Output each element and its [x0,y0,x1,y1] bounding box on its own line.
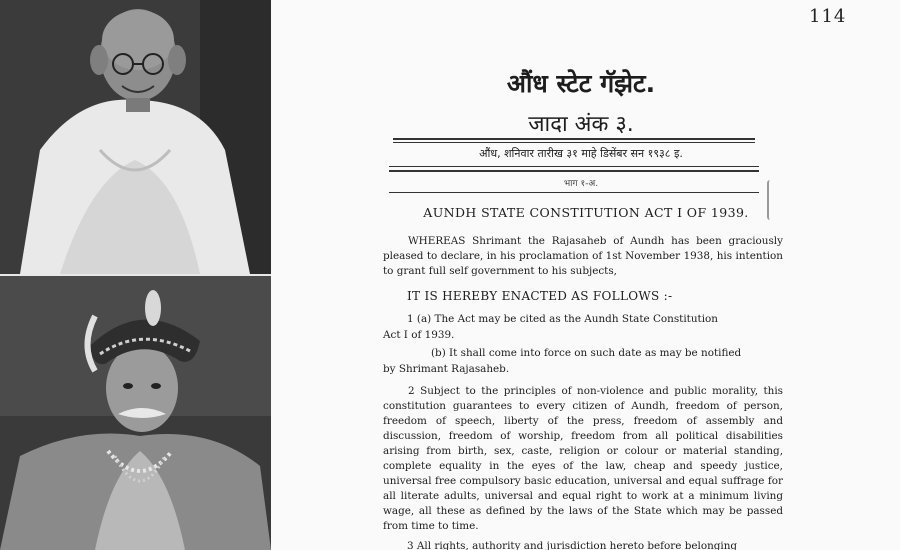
portrait-photo-bottom [0,276,271,550]
section-1a-line1: 1 (a) The Act may be cited as the Aundh State Constitution [407,313,718,325]
section-1b-line1: (b) It shall come into force on such date as may be notified [431,347,742,359]
section-1b-line2: by Shrimant Rajasaheb. [383,363,510,375]
portrait-photo-top [0,0,271,274]
gazette-masthead: औंध स्टेट गॅझेट. [506,69,656,98]
section-3-partial: 3 All rights, authority and jurisdiction hereto before belonging [407,540,738,550]
gazette-issue: जादा अंक ३. [528,112,634,137]
act-title: AUNDH STATE CONSTITUTION ACT I OF 1939. [423,205,749,220]
rule-mid-2 [389,170,759,172]
page-number: 114 [809,6,847,27]
section-1a-line2: Act I of 1939. [383,329,455,341]
gazette-page [271,0,900,550]
gazette-dateline: औंध, शनिवार तारीख ३१ माहे डिसेंबर सन १९३८ इ. [479,147,683,160]
gazette-part: भाग १-अ. [563,179,599,189]
rule-mid-1 [389,166,759,167]
rule-top-2 [393,142,755,143]
enactment-clause: IT IS HEREBY ENACTED AS FOLLOWS :- [407,289,673,303]
act-preamble: WHEREAS Shrimant the Rajasaheb of Aundh has been graciously pleased to declare, in his proclamation of 1st November 1938, his intention to grant full self government to his subjects, [383,235,783,277]
rule-top-1 [393,138,755,140]
rule-bottom [389,192,759,193]
section-2: 2 Subject to the principles of non-violence and public morality, this constitution guarantees to every citizen of Aundh, freedom of person, freedom of speech, liberty of the press, freedom of assembly and discussion, freedom of worship, freedom from all political disabilities arising from birth, sex, caste, religion or colour or material standing, complete equality in the eyes of the law, cheap and speedy justice, universal free compulsory basic education, universal and equal suffrage for all literate adults, universal and equal right to work at a minimum living wage, all these as defined by the laws of the State which may be passed from time to time. [383,385,783,532]
